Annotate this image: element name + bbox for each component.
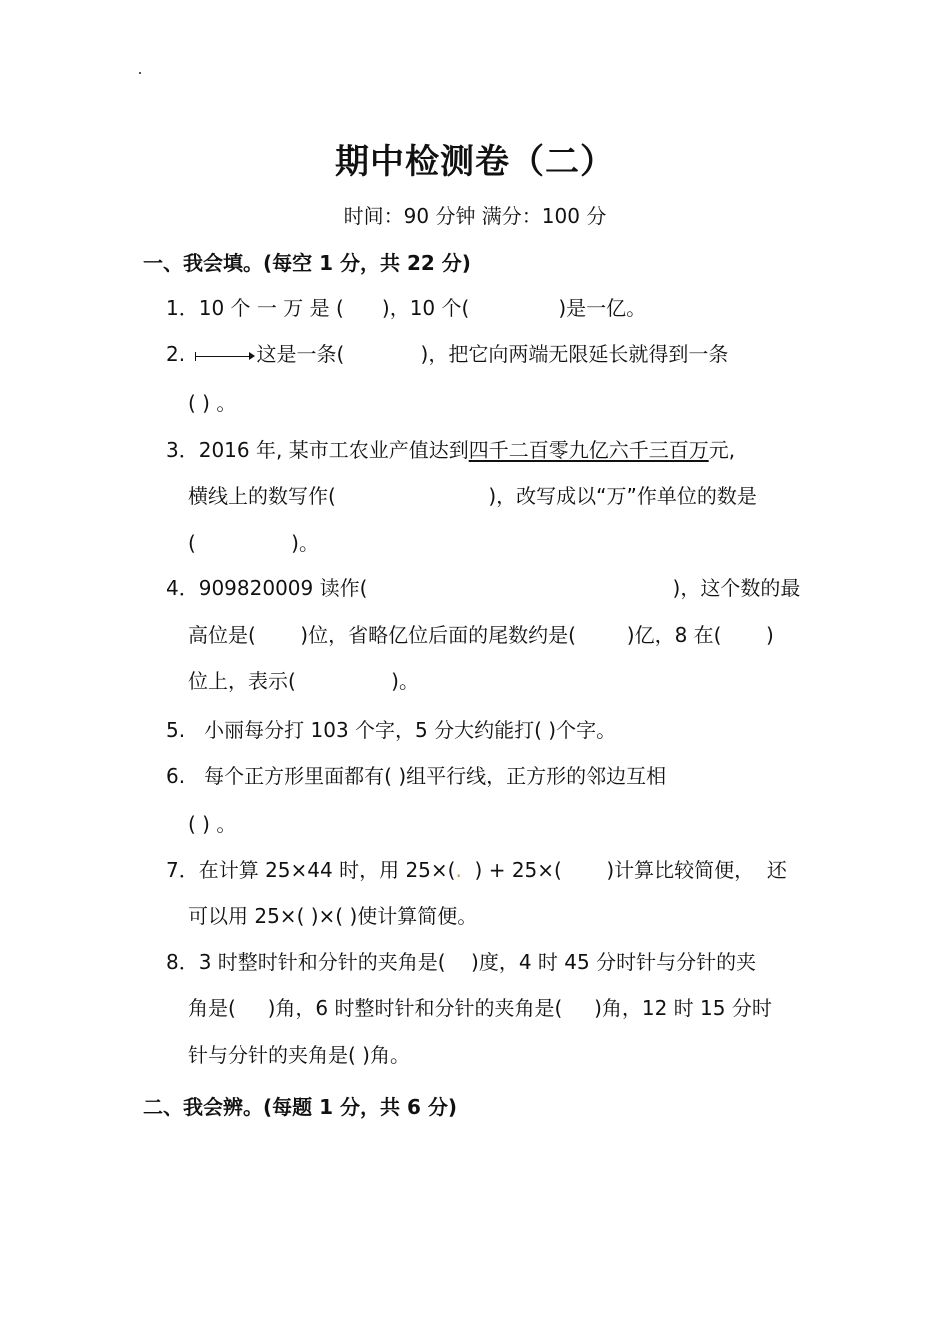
question-2-number: 2. (166, 342, 186, 366)
exam-info: 时间：90 分钟 满分：100 分 (343, 204, 607, 228)
question-6-line-2: ( ) 。 (188, 812, 237, 836)
question-8-line-1: 8．3 时整时针和分针的夹角是( )度，4 时 45 分时针与分针的夹 (166, 950, 757, 974)
question-1: 1．10 个 一 万 是 ( )，10 个( )是一亿。 (166, 296, 647, 320)
question-7-line-2: 可以用 25×( )×( )使计算简便。 (188, 904, 478, 928)
question-3-prefix: 3．2016 年, 某市工农业产值达到 (166, 438, 469, 462)
question-4-line-3: 位上，表示( )。 (188, 669, 419, 693)
question-5: 5. 小丽每分打 103 个字，5 分大约能打( )个字。 (166, 718, 617, 742)
question-7-suffix: ) + 25×( )计算比较简便， 还 (461, 858, 787, 882)
question-7-line-1 (166, 856, 787, 884)
question-4-line-2: 高位是( )位，省略亿位后面的尾数约是( )亿，8 在( ) (188, 623, 774, 647)
question-8-line-3: 针与分针的夹角是( )角。 (188, 1043, 410, 1067)
page-title: 期中检测卷（二） (335, 142, 615, 182)
question-4-line-1: 4．909820009 读作( )，这个数的最 (166, 576, 801, 600)
section-heading-2: 二、我会辨。(每题 1 分，共 6 分) (143, 1095, 457, 1119)
question-3-line-3: ( )。 (188, 531, 319, 555)
question-7-prefix: 7．在计算 25×44 时，用 25×( (166, 858, 456, 882)
underlined-number: 四千二百零九亿六千三百万 (468, 438, 709, 462)
ray-icon (195, 349, 253, 363)
question-3-suffix: 元, (708, 438, 736, 462)
question-3-line-1 (166, 436, 735, 464)
stray-dot (139, 72, 141, 74)
question-6-line-1: 6. 每个正方形里面都有( )组平行线，正方形的邻边互相 (166, 764, 667, 788)
question-3-line-2: 横线上的数写作( )，改写成以“万”作单位的数是 (188, 484, 757, 508)
question-2-line-1 (166, 340, 728, 368)
section-heading-1: 一、我会填。(每空 1 分，共 22 分) (143, 251, 471, 275)
question-8-line-2: 角是( )角，6 时整时针和分针的夹角是( )角，12 时 15 分时 (188, 996, 772, 1020)
pen-mark: . (455, 858, 462, 882)
question-2-line-2: ( ) 。 (188, 391, 237, 415)
question-2-text: 这是一条( )，把它向两端无限延长就得到一条 (256, 342, 729, 366)
